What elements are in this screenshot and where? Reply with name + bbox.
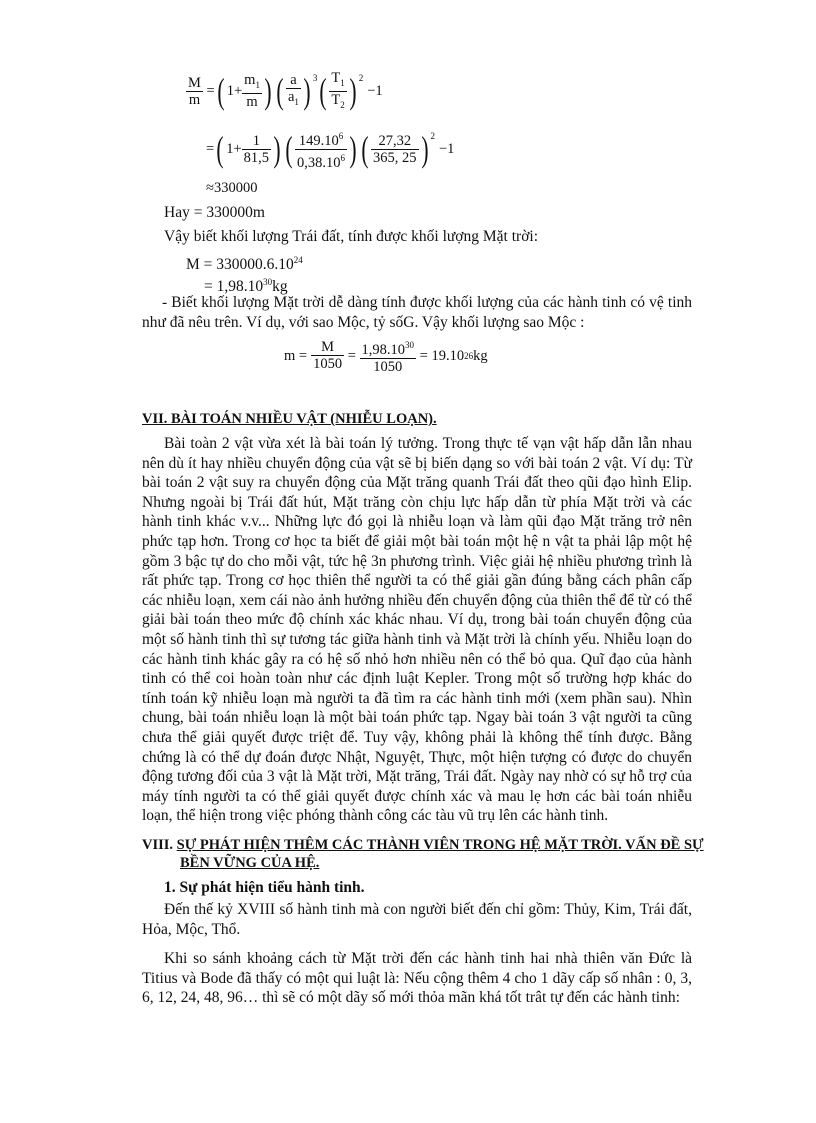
vay-line: Vậy biết khối lượng Trái đất, tính được khối lượng Mặt trời: <box>164 228 538 245</box>
fraction-a-over-a1: $\frac{a}{a_1}$ <box>287 72 299 108</box>
paragraph-18th-century: Đến thế kỷ XVIII số hành tinh mà con người biết đến chỉ gồm: Thủy, Kim, Trái đất, Hỏa, Mộc, Thổ. <box>142 901 692 938</box>
equation-numeric: = ( 1+ $\frac{1}{81,5}$ ) ( $\frac{149.10^6}{0,38.10^6}$ ) ( $\frac{27,32}{365, 25}$ ) 2 −1 <box>206 129 455 171</box>
hay-line: Hay = 330000m <box>164 204 265 221</box>
fraction-period-ratio: $\frac{27,32}{365, 25}$ <box>373 132 417 166</box>
subheading-asteroids: 1. Sự phát hiện tiểu hành tinh. <box>164 879 365 896</box>
fraction-1-over-81-5: $\frac{1}{81,5}$ <box>243 132 269 166</box>
section-heading-vii: VII. BÀI TOÁN NHIỀU VẬT (NHIỄU LOẠN). <box>142 411 437 427</box>
paragraph-titius-bode: Khi so sánh khoảng cách từ Mặt trời đến các hành tinh hai nhà thiên văn Đức là Titius và Bode đã thấy có một qui luật là: Nếu cộng thêm 4 cho 1 dãy cấp số nhân : 0, 3, 6, 12, 24, 48, 96… thì sẽ có một dãy số mới thỏa mãn khá tốt trât tự đến các hành tinh: <box>142 950 692 1007</box>
fraction-m1-over-m: $\frac{m_1}{m}$ <box>244 72 260 111</box>
fraction-M-over-m: $\frac{M}{m}$ <box>188 74 201 108</box>
paragraph-perturbation: Bài toàn 2 vật vừa xét là bài toán lý tưởng. Trong thực tế vạn vật hấp dẫn lẫn nhau nên dù ít hay nhiều chuyển động của vật sẽ bị biến dạng so với bài toán 2 vật. Ví dụ: Từ bài toán 2 vật suy ra chuyển động của Mặt trăng quanh Trái đất theo qũi đạo hình Elip. Nhưng ngoài bị Trái đất hút, Mặt trăng còn chịu lực hấp dẫn từ phía Mặt trời và các hành tinh khác v.v... Những lực đó gọi là nhiễu loạn và làm qũi đạo Mặt trăng trở nên phức tạp hơn. Trong cơ học ta biết để giải một bài toán một hệ n vật ta phải lập một hệ gồm 3 bậc tự do cho mỗi vật, tức hệ 3n phương trình. Việc giải hệ nhiều phương trình là rất phức tạp. Trong cơ học thiên thể người ta có thể giải gần đúng bằng cách phân cấp các nhiễu loạn, xem cái nào ảnh hưởng nhiều đến chuyển động của thiên thể để từ có thể giải bài toán theo mức độ chính xác khác nhau. Ví dụ, trong bài toán chuyển động của một số hành tinh thì sự tương tác giữa hành tinh và Mặt trời là chính yếu. Nhiễu loạn do các hành tinh khác gây ra có hệ số nhỏ hơn nhiều nên có thể bỏ qua. Quĩ đạo của hành tinh có thể coi hoàn toàn như các định luật Kepler. Trong một số trường hợp khác do tính toán kỹ nhiễu loạn mà người ta đã tìm ra các hành tinh mới (xem phần sau). Nhìn chung, bài toán nhiễu loạn là một bài toán phức tạp. Ngay bài toán 3 vật người ta cũng chưa thể giải quyết được triệt để. Tuy vậy, không phải là không thể tính được. Bằng chứng là có thể dự đoán được Nhật, Nguyệt, Thực, một hiện tượng có được do chuyển động tương đối của 3 vật là Mặt trời, Mặt trăng, Trái đất. Ngày nay nhờ có sự hỗ trợ của máy tính người ta có thể giải quyết được chính xác và mau lẹ hơn các bài toán nhiễu loạn, thể hiện trong việc phóng thành công các tàu vũ trụ lên các hành tinh. <box>142 435 692 825</box>
equation-jupiter-mass: m = $\frac{M}{1050}$ = $\frac{1,98.10^{30}}{1050}$ = 19.10 26 kg <box>284 337 488 375</box>
equation-mass-ratio: $\frac{M}{m}$ = ( 1 + $\frac{m_1}{m}$ ) ( $\frac{a}{a_1}$ ) 3 ( $\frac{T_1}{T_2}$ ) 2 −1 <box>188 70 383 112</box>
approx-result: ≈330000 <box>206 180 258 196</box>
heading-line-1: SỰ PHÁT HIỆN THÊM CÁC THÀNH VIÊN TRONG HỆ MẶT TRỜI. VẤN ĐỀ SỰ <box>176 837 704 853</box>
section-heading-viii <box>142 835 704 855</box>
section-heading-viii-cont: BỀN VỮNG CỦA HỆ. <box>180 855 320 871</box>
fraction-M-over-1050: $\frac{M}{1050}$ <box>313 339 343 373</box>
paragraph-jupiter-mass: - Biết khối lượng Mặt trời dễ dàng tính được khối lượng của các hành tinh có vệ tinh như đã nêu trên. Ví dụ, với sao Mộc, tỷ sốG. Vậy khối lượng sao Mộc : <box>142 294 692 331</box>
sun-mass-line-2: = $1,98.10^{30}kg$ <box>204 277 288 296</box>
heading-number: VIII. <box>142 837 174 853</box>
fraction-T1-over-T2: $\frac{T_1}{T_2}$ <box>331 70 345 110</box>
fraction-sun-mass-over-1050: $\frac{1,98.10^{30}}{1050}$ <box>361 340 415 375</box>
sun-mass-line-1: $M = 330000.6.10^{24}$ <box>186 255 303 274</box>
fraction-distance-ratio: $\frac{149.10^6}{0,38.10^6}$ <box>297 131 345 171</box>
